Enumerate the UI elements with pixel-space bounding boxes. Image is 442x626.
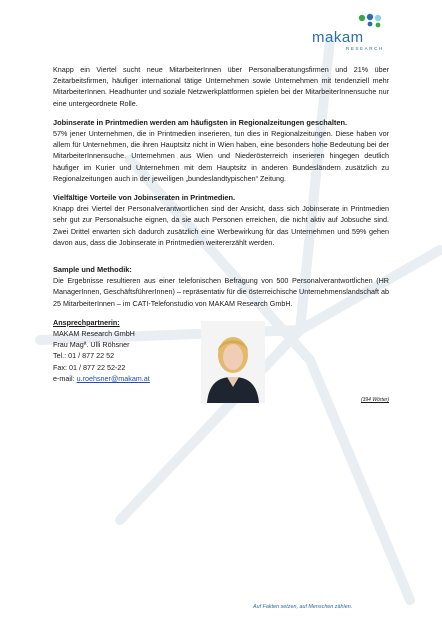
contact-person: Frau Magª. Ulli Röhsner	[53, 340, 130, 350]
intro-paragraph: Knapp ein Viertel sucht neue MitarbeiterInnen über Personalberatungsfirmen und 21% über Zeitarbeitsfirmen, häufiger international tätige Unternehmen sowie Unternehmen mit tendenziell mehr MitarbeiterInnen. Headhunter und soziale Netzwerkplattformen spielen bei der MitarbeiterInnensuche nur eine untergeordnete Rolle.	[53, 65, 389, 108]
contact-title: Ansprechpartnerin:	[53, 317, 120, 327]
logo-wordmark: makam	[312, 29, 364, 46]
section1-body: 57% jener Unternehmen, die in Printmedien inserieren, tun dies in Regionalzeitungen. Diese haben vor allem für Unternehmen, die ihren Hauptsitz nicht in Wien haben, eine besonders hohe Bedeutung bei der MitarbeiterInnensuche. Unternehmen aus Wien und Niederösterreich inserieren hingegen deutlich häufiger im Kurier und Unternehmen mit dem Hauptsitz in anderen Bundesländern zusätzlich zu Regionalzeitungen auch in der jeweiligen „bundeslandtypischen“ Zeitung.	[53, 129, 389, 183]
method-heading: Sample und Methodik:	[53, 265, 132, 275]
contact-fax: Fax: 01 / 877 22 52-22	[53, 362, 126, 372]
contact-company: MAKAM Research GmbH	[53, 329, 135, 339]
contact-email-label: e-mail:	[53, 373, 77, 383]
section2-body: Knapp drei Viertel der Personalverantwortlichen sind der Ansicht, dass sich Jobinserate in Printmedien sehr gut zur Personalsuche eignen, da sie auch Personen erreichen, die nicht aktiv auf Jobsuche sind. Zwei Drittel erwarten sich dadurch zusätzlich eine Werbewirkung für das Unternehmen und 59% gehen davon aus, dass die Jobinserate in Printmedien weitererzählt werden.	[53, 204, 389, 247]
word-count: (394 Wörter)	[360, 396, 389, 403]
contact-block	[53, 317, 389, 409]
footer-tagline: Auf Fakten setzen, auf Menschen zählen.	[253, 604, 353, 610]
logo-subtitle: RESEARCH	[346, 46, 384, 51]
method-body: Die Ergebnisse resultieren aus einer telefonischen Befragung von 500 Personalverantwortlichen (HR ManagerInnen, GeschäftsführerInnen) – repräsentativ für die österreichische Unternehmenslandschaft ab 25 MitarbeiterInnen – im CATI-Telefonstudio von MAKAM Research GmbH.	[53, 276, 389, 308]
contact-tel: Tel.: 01 / 877 22 52	[53, 351, 115, 361]
section1-heading: Jobinserate in Printmedien werden am häufigsten in Regionalzeitungen geschalten.	[53, 117, 348, 127]
portrait-photo	[201, 321, 265, 403]
contact-email-link[interactable]: u.roehsner@makam.at	[76, 373, 150, 383]
document-body	[53, 64, 389, 409]
section2-heading: Vielfältige Vorteile von Jobinseraten in Printmedien.	[53, 193, 236, 203]
